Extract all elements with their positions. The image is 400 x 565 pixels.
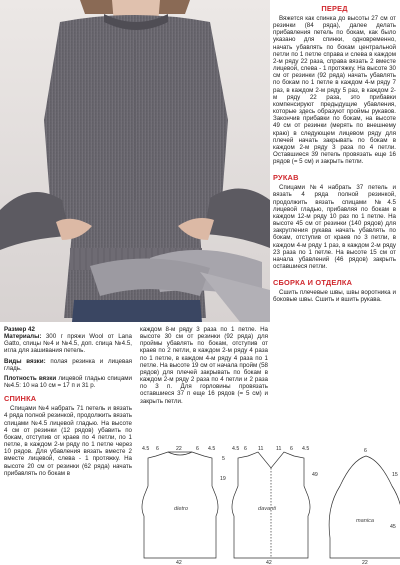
middle-column — [140, 326, 268, 405]
bottom-0: 42 — [176, 560, 182, 565]
front-top-0: 4.5 — [232, 446, 240, 452]
front-text: Вяжется как спинка до высоты 27 см от резинки (84 ряда), далее делать прибавления петель по бокам, как было указано для спинки, одновременно, начать убавлять по бокам центральной петли по 1 петле справа и слева в каждом 2-м ряду 22 раза, справа вязать 2 вместе лицевой, слева - 1 протяжку. На высоте 30 см от резинки (92 ряда) начать убавлять по бокам по 1 петле в каждом 4-м ряду 7 раз, в каждом 2-м ряду 5 раз, в каждом 2-м ряду 22 раза, это прибавки компенсируют предыдущие убавления, которые здесь образуют проймы рукавов. Закончив прибавки по бокам, на высоте 49 см от резинки (мерять по внешнему краю) в следующем лицевом ряду для плечей начать закрывать по бокам в каждом 2-м ряду 3 раза по 4 петли. Оставшиеся 39 петель провязать еще 16 рядов (= 5 см) и закрыть петли. — [273, 15, 396, 166]
density-line — [4, 375, 132, 389]
kinds-label: Виды вязки: — [4, 357, 46, 365]
density-label: Плотность вязки — [4, 374, 57, 382]
back-name: dietro — [174, 506, 188, 512]
back-text-continued: каждом 8-м ряду 3 раза по 1 петле. На высоте 30 см от резинки (92 ряда) для проймы убавлять по бокам, отступив от краев по 2 петли, в каждом 2-м ряду 4 раза по 1 петле, в каждом 4-м ряду 4 раза по 1 петле. На высоте 19 см от начала пройм (58 рядов) для плечей закрывать по бокам в каждом 2-м ряду 2 раза по 4 петли и 2 раза по 3 п. Для горловины провязать оставшиеся 37 п еще 16 рядов (= 5 см) и закрыть петли. — [140, 326, 268, 405]
assembly-heading: СБОРКА И ОТДЕЛКА — [273, 278, 353, 288]
sleeve-heading: РУКАВ — [273, 173, 299, 183]
front-top-1: 6 — [244, 446, 247, 452]
front-top-2: 11 — [258, 446, 264, 452]
front-top-5: 4.5 — [302, 446, 310, 452]
sleeve-text: Спицами №4 набрать 37 петель и вязать 4 ряда полной резинкой, продолжить вязать спицами №4.5 лицевой гладью, прибавляя по бокам в каждом 12-м ряду 10 раз по 1 петле. На высоте 45 см от резинки (140 рядов) для закругления рукава начать убавлять по бокам, отступив от краев по 3 петли, в каждом 4-м ряду 1 раз, в каждом 2-м ряду 23 раза по 1 петле. На высоте 15 см от начала убавлений (46 рядов) закрыть оставшиеся петли. — [273, 184, 396, 270]
bottom-1: 42 — [266, 560, 272, 565]
assembly-text: Сшить плечевые швы, швы воротника и боковые швы. Сшить и вшить рукава. — [273, 289, 396, 304]
back-top-0: 4.5 — [142, 446, 150, 452]
back-top-3: 6 — [196, 446, 199, 452]
left-column — [4, 326, 132, 477]
back-top-2: 22 — [176, 446, 182, 452]
density-text: лицевой гладью спицами №4.5: 10 на 10 см = 17 п и 31 р. — [4, 374, 132, 390]
back-text: Спицами №4 набрать 71 петель и вязать 4 ряда полной резинкой, продолжить вязать спицами №4.5 лицевой гладью. На высоте 4 см от резинки (12 рядов) убавить по бокам, отступив от краев по 4 петли, по 1 петле, в каждом 2-м ряду по 1 петле через 10 рядов. Для убавления вязать вместе 2 вместе лицевой, слева - 1 протяжку. На высоте 20 см от резинки (62 ряда) начать прибавлять по бокам в — [4, 405, 132, 477]
size-line — [4, 326, 132, 333]
sleeve-name: manica — [356, 518, 375, 524]
size-value: 42 — [28, 326, 35, 333]
materials-label: Материалы: — [4, 333, 42, 341]
side-number-2: 19 — [220, 476, 226, 482]
bottom-2: 22 — [362, 560, 368, 565]
pattern-diagrams — [130, 446, 400, 565]
right-column — [273, 2, 396, 303]
side-number-1: 49 — [312, 472, 318, 478]
kinds-line — [4, 358, 132, 372]
front-top-3: 11 — [276, 446, 282, 452]
back-top-1: 6 — [156, 446, 159, 452]
side-number-4: 15 — [392, 472, 398, 478]
pattern-schematic — [130, 446, 400, 565]
back-heading: СПИНКА — [4, 394, 37, 404]
sleeve-top-0: 6 — [364, 448, 367, 454]
materials-line — [4, 333, 132, 354]
side-number-3: 45 — [390, 524, 396, 530]
front-top-4: 6 — [290, 446, 293, 452]
materials-text: 300 г пряжи Wool от Lana Gatto, спицы №4 и №4.5, доп. спица №4.5, игла для зашивания петель. — [4, 333, 132, 355]
kinds-text: полая резинка и лицевая гладь. — [4, 357, 132, 372]
model-photo — [0, 0, 270, 322]
front-heading: ПЕРЕД — [321, 4, 348, 13]
back-top-4: 4.5 — [208, 446, 216, 452]
size-label: Размер — [4, 326, 27, 333]
front-name: davanti — [258, 506, 277, 512]
knit-sweater-illustration — [0, 0, 270, 322]
side-number-0: 5 — [222, 456, 225, 462]
